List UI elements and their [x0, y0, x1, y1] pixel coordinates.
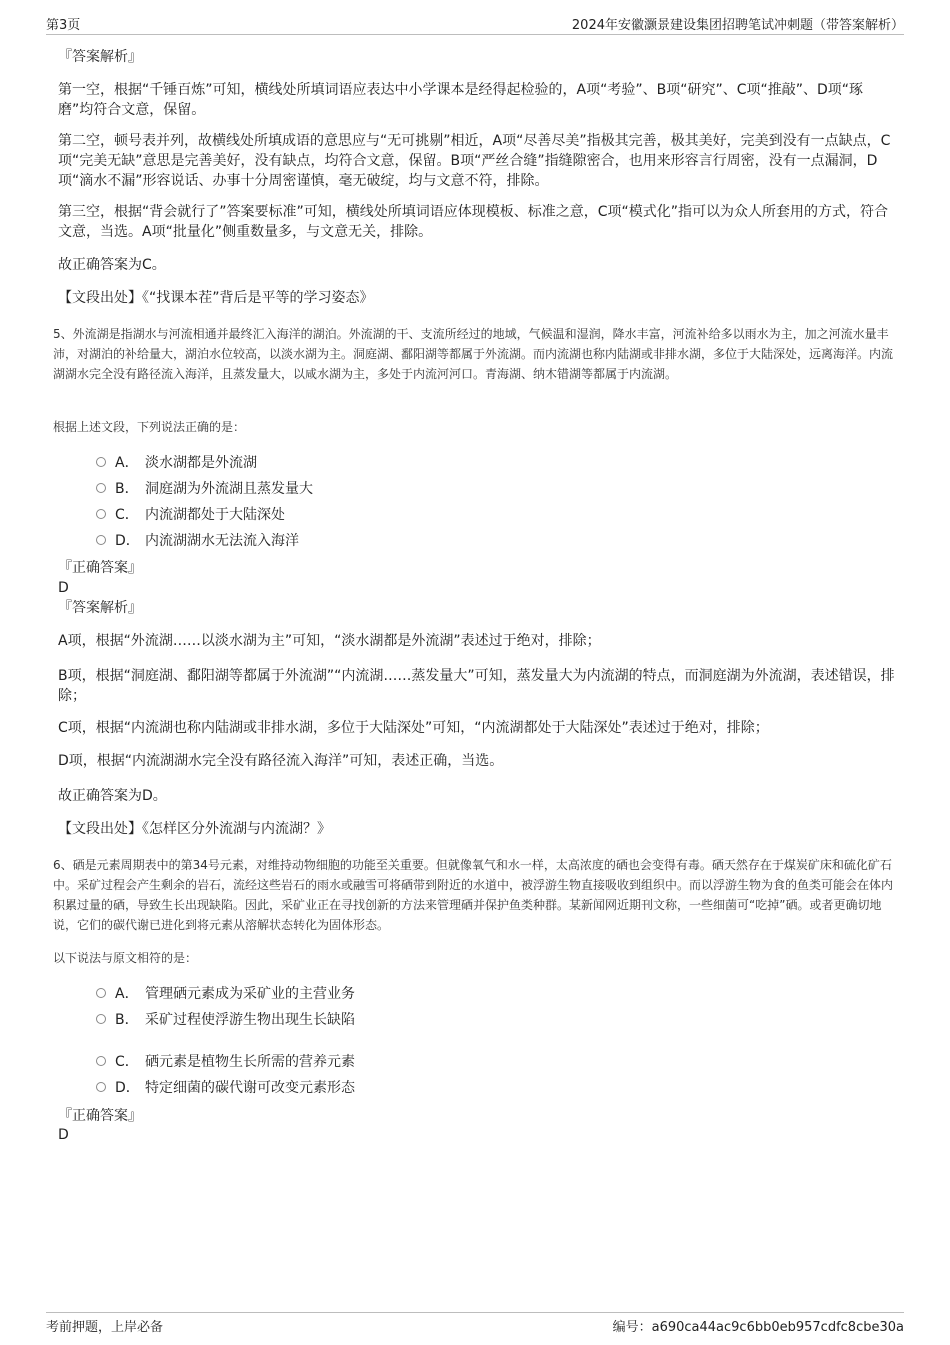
q5-option-d[interactable]	[96, 531, 299, 551]
q6-answer: D	[58, 1127, 69, 1143]
page-footer	[46, 1312, 904, 1335]
footer-slogan: 考前押题，上岸必备	[46, 1320, 164, 1335]
option-text: 采矿过程使浮游生物出现生长缺陷	[145, 1012, 355, 1028]
q4-analysis-para1: 第一空，根据“千锤百炼”可知，横线处所填词语应表达中小学课本是经得起检验的，A项“考验”、B项“研究”、C项“推敲”、D项“琢磨”均符合文意，保留。	[58, 82, 864, 118]
option-text: 管理硒元素成为采矿业的主营业务	[145, 986, 355, 1002]
option-text: 特定细菌的碳代谢可改变元素形态	[145, 1080, 355, 1096]
q5-prompt: 根据上述文段，下列说法正确的是：	[53, 420, 246, 434]
page-number: 第3页	[46, 18, 81, 33]
q5-answer-heading: 『正确答案』	[58, 560, 142, 576]
q5-option-a[interactable]	[96, 453, 257, 473]
radio-icon[interactable]	[96, 988, 106, 998]
q5-option-b[interactable]	[96, 479, 313, 499]
q4-conclusion: 故正确答案为C。	[58, 257, 166, 273]
q4-analysis-heading: 『答案解析』	[58, 49, 142, 65]
q5-option-c[interactable]	[96, 505, 285, 525]
radio-icon[interactable]	[96, 1014, 106, 1024]
radio-icon[interactable]	[96, 1082, 106, 1092]
radio-icon[interactable]	[96, 483, 106, 493]
q4-source: 【文段出处】《“找课本茬”背后是平等的学习姿态》	[58, 290, 374, 306]
option-letter: A．	[115, 455, 139, 471]
q5-analysis-b: B项，根据“洞庭湖、鄱阳湖等都属于外流湖”“内流湖……蒸发量大”可知，蒸发量大为内流湖的特点，而洞庭湖为外流湖，表述错误，排除；	[58, 668, 895, 704]
option-letter: C．	[115, 1054, 139, 1070]
q6-option-b[interactable]	[96, 1010, 355, 1030]
page-header	[46, 14, 904, 35]
option-text: 淡水湖都是外流湖	[145, 455, 257, 471]
q5-analysis-c: C项，根据“内流湖也称内陆湖或非排水湖，多位于大陆深处”可知，“内流湖都处于大陆深处”表述过于绝对，排除；	[58, 720, 769, 736]
q4-analysis-para2: 第二空，顿号表并列，故横线处所填成语的意思应与“无可挑剔”相近，A项“尽善尽美”指极其完善，极其美好，完美到没有一点缺点，C项“完美无缺”意思是完善美好，没有缺点，均符合文意，保留。B项“严丝合缝”指缝隙密合，也用来形容言行周密，没有一点漏洞，D项“滴水不漏”形容说话、办事十分周密谨慎，毫无破绽，均与文意不符，排除。	[58, 133, 891, 189]
option-letter: C．	[115, 507, 139, 523]
document-title: 2024年安徽灏景建设集团招聘笔试冲刺题（带答案解析）	[571, 18, 904, 33]
option-letter: D．	[115, 533, 140, 549]
option-text: 内流湖都处于大陆深处	[145, 507, 285, 523]
q5-source: 【文段出处】《怎样区分外流湖与内流湖？》	[58, 821, 331, 837]
option-letter: A．	[115, 986, 139, 1002]
q6-option-c[interactable]	[96, 1052, 355, 1072]
q6-option-a[interactable]	[96, 984, 355, 1004]
q4-analysis-para3: 第三空，根据“背会就行了”答案要标准”可知，横线处所填词语应体现模板、标准之意，C项“模式化”指可以为众人所套用的方式，符合文意，当选。A项“批量化”侧重数量多，与文意无关，排除。	[58, 204, 889, 240]
q5-answer: D	[58, 580, 69, 596]
q5-analysis-heading: 『答案解析』	[58, 600, 142, 616]
q6-prompt: 以下说法与原文相符的是：	[53, 951, 198, 965]
q6-option-d[interactable]	[96, 1078, 355, 1098]
option-text: 硒元素是植物生长所需的营养元素	[145, 1054, 355, 1070]
q5-stem: 5、外流湖是指湖水与河流相通并最终汇入海洋的湖泊。外流湖的干、支流所经过的地域，气候温和湿润，降水丰富，河流补给多以雨水为主，加之河流水量丰沛，对湖泊的补给量大，湖泊水位较高，以淡水湖为主。洞庭湖、鄱阳湖等都属于外流湖。而内流湖也称内陆湖或非排水湖，多位于大陆深处，远离海洋。内流湖湖水完全没有路径流入海洋，且蒸发量大，以咸水湖为主，多处于内流河河口。青海湖、纳木错湖等都属于内流湖。	[53, 327, 894, 381]
radio-icon[interactable]	[96, 457, 106, 467]
q5-analysis-a: A项，根据“外流湖……以淡水湖为主”可知，“淡水湖都是外流湖”表述过于绝对，排除；	[58, 633, 601, 649]
document-id: 编号：a690ca44ac9c6bb0eb957cdfc8cbe30a	[612, 1320, 904, 1335]
q5-conclusion: 故正确答案为D。	[58, 788, 167, 804]
q5-analysis-d: D项，根据“内流湖湖水完全没有路径流入海洋”可知，表述正确，当选。	[58, 753, 504, 769]
q6-answer-heading: 『正确答案』	[58, 1108, 142, 1124]
option-letter: B．	[115, 1012, 139, 1028]
option-letter: B．	[115, 481, 139, 497]
option-letter: D．	[115, 1080, 140, 1096]
q6-stem: 6、硒是元素周期表中的第34号元素，对维持动物细胞的功能至关重要。但就像氧气和水一样，太高浓度的硒也会变得有毒。硒天然存在于煤炭矿床和硫化矿石中。采矿过程会产生剩余的岩石，流经这些岩石的雨水或融雪可将硒带到附近的水道中，被浮游生物直接吸收到组织中。而以浮游生物为食的鱼类可能会在体内积累过量的硒，导致生长出现缺陷。因此，采矿业正在寻找创新的方法来管理硒并保护鱼类种群。某新闻网近期刊文称，一些细菌可“吃掉”硒。或者更确切地说，它们的碳代谢已进化到将元素从溶解状态转化为固体形态。	[53, 858, 894, 932]
radio-icon[interactable]	[96, 509, 106, 519]
radio-icon[interactable]	[96, 1056, 106, 1066]
radio-icon[interactable]	[96, 535, 106, 545]
option-text: 洞庭湖为外流湖且蒸发量大	[145, 481, 313, 497]
option-text: 内流湖湖水无法流入海洋	[145, 533, 299, 549]
